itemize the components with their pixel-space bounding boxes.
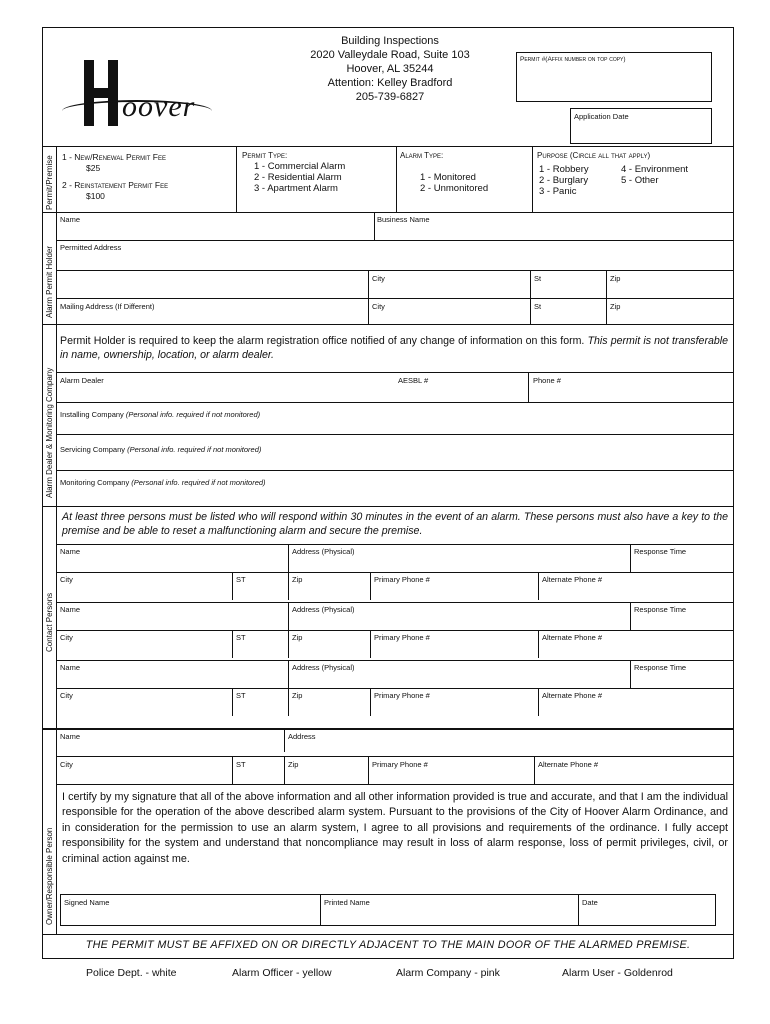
printed-name-label: Printed Name: [324, 898, 370, 907]
divider: [538, 630, 539, 658]
divider: [538, 688, 539, 716]
divider: [368, 756, 369, 784]
logo-crossbar: [84, 88, 118, 98]
contact-1-zip-label: Zip: [292, 575, 303, 584]
copy-distribution: [42, 967, 734, 981]
divider: [56, 572, 734, 573]
divider: [630, 544, 631, 572]
monitoring-company-note: (Personal info. required if not monitored): [131, 478, 266, 487]
divider: [288, 688, 289, 716]
servicing-company-note: (Personal info. required if not monitored): [127, 445, 262, 454]
divider: [56, 470, 734, 471]
divider: [56, 660, 734, 661]
monitoring-company-text: Monitoring Company: [60, 478, 130, 487]
contact-2-address-label: Address (Physical): [292, 605, 355, 614]
contact-2-response-label: Response Time: [634, 605, 687, 614]
signature-row: [60, 894, 716, 926]
monitoring-company-label: [60, 478, 266, 487]
holder-mailing-zip-label: Zip: [610, 302, 621, 311]
divider: [630, 602, 631, 630]
divider: [374, 212, 375, 240]
dealer-notice-text: Permit Holder is required to keep the alarm registration office notified of any change of information on this form.: [60, 335, 585, 347]
divider: [42, 506, 734, 507]
contact-2-alternate-label: Alternate Phone #: [542, 633, 603, 642]
side-col: [56, 146, 57, 736]
divider: [368, 270, 369, 324]
owner-primary-phone-label: Primary Phone #: [372, 760, 428, 769]
divider: [42, 934, 734, 935]
contact-2-city-label: City: [60, 633, 73, 642]
contact-1-alternate-label: Alternate Phone #: [542, 575, 603, 584]
side-label-dealer: Alarm Dealer & Monitoring Company: [45, 367, 54, 498]
contact-1-address-label: Address (Physical): [292, 547, 355, 556]
contact-1-city-label: City: [60, 575, 73, 584]
header-city: Hoover, AL 35244: [346, 63, 434, 75]
side-label-owner: Owner/Responsible Person: [45, 827, 54, 925]
contact-1-st-label: ST: [236, 575, 246, 584]
contact-2-zip-label: Zip: [292, 633, 303, 642]
header-block: [270, 34, 510, 104]
contact-3-st-label: ST: [236, 691, 246, 700]
copy-alarm-company: Alarm Company - pink: [396, 967, 500, 979]
divider: [532, 146, 533, 212]
side-col: [56, 728, 57, 934]
purpose-col1: [539, 164, 589, 197]
dealer-notice-italic: This permit is not transferable in name, ownership, location, or alarm dealer.: [60, 335, 728, 361]
purpose-label: Purpose (Circle all that apply): [537, 151, 651, 160]
purpose-3: 3 - Panic: [539, 186, 577, 197]
contact-3-city-label: City: [60, 691, 73, 700]
divider: [236, 146, 237, 212]
permit-type-block: [242, 150, 345, 194]
divider: [528, 372, 529, 402]
fee1: 1 - New/Renewal Permit Fee: [62, 152, 166, 162]
purpose-4: 4 - Environment: [621, 164, 689, 175]
alarm-type-2: 2 - Unmonitored: [420, 183, 489, 194]
servicing-company-text: Servicing Company: [60, 445, 126, 454]
divider: [232, 688, 233, 716]
fee2-amount: $100: [86, 191, 105, 201]
side-label-permit: Permit/Premise: [45, 155, 54, 210]
divider: [56, 602, 734, 603]
divider: [232, 756, 233, 784]
divider: [56, 544, 734, 545]
divider: [56, 240, 734, 241]
purpose-1: 1 - Robbery: [539, 164, 589, 175]
divider: [42, 324, 734, 325]
divider: [56, 434, 734, 435]
divider: [56, 630, 734, 631]
servicing-company-label: [60, 445, 261, 454]
divider: [56, 402, 734, 403]
certification-text: I certify by my signature that all of the above information and all other information provided is true and accurate, and that I am the individual responsible for the operation of the above described alarm system. Pursuant to the provisions of the City of Hoover Alarm Ordinance, and in consideration for the permission to use an alarm system, I agree to all provisions and requirements of the ordinance. I fully accept responsibility for the system and understand that noncompliance may result in loss of alarm response, loss of permit privileges, civil, or criminal action against me.: [62, 791, 728, 865]
divider: [370, 688, 371, 716]
divider: [56, 688, 734, 689]
signed-name-label: Signed Name: [64, 898, 110, 907]
copy-alarm-officer: Alarm Officer - yellow: [232, 967, 332, 979]
owner-st-label: ST: [236, 760, 246, 769]
header-phone: 205-739-6827: [355, 91, 425, 103]
dealer-notice: [60, 334, 728, 362]
divider: [56, 270, 734, 271]
logo-text: oover: [122, 90, 196, 123]
divider: [288, 630, 289, 658]
purpose-5: 5 - Other: [621, 175, 659, 186]
alarm-dealer-label: Alarm Dealer: [60, 376, 104, 385]
holder-name-label: Name: [60, 215, 81, 224]
fee1-amount: $25: [86, 163, 101, 173]
contact-3-response-label: Response Time: [634, 663, 687, 672]
purpose-block: [537, 150, 689, 197]
contact-1-primary-label: Primary Phone #: [374, 575, 430, 584]
holder-business-label: Business Name: [377, 215, 430, 224]
divider: [530, 270, 531, 324]
contact-3-alternate-label: Alternate Phone #: [542, 691, 603, 700]
fee-block: [62, 152, 168, 202]
divider: [630, 660, 631, 688]
header-attention: Attention: Kelley Bradford: [327, 77, 453, 89]
divider: [42, 212, 734, 213]
dealer-phone-label: Phone #: [533, 376, 561, 385]
alarm-type-label: Alarm Type:: [400, 151, 444, 160]
holder-zip-label: Zip: [610, 274, 621, 283]
contact-3-address-label: Address (Physical): [292, 663, 355, 672]
divider: [578, 894, 579, 926]
side-label-contacts: Contact Persons: [45, 592, 54, 652]
divider: [288, 544, 289, 572]
contact-1-name-label: Name: [60, 547, 81, 556]
holder-permitted-address-label: Permitted Address: [60, 243, 122, 252]
divider: [606, 270, 607, 324]
footer-notice: THE PERMIT MUST BE AFFIXED ON OR DIRECTLY ADJACENT TO THE MAIN DOOR OF THE ALARMED PREMISE.: [85, 939, 691, 951]
divider: [538, 572, 539, 600]
divider: [288, 572, 289, 600]
permit-type-1: 1 - Commercial Alarm: [254, 161, 346, 172]
divider: [396, 146, 397, 212]
owner-city-label: City: [60, 760, 73, 769]
holder-mailing-city-label: City: [372, 302, 385, 311]
permit-number-label: Permit #(Affix number on top copy): [520, 56, 626, 63]
holder-mailing-label: Mailing Address (If Different): [60, 302, 155, 311]
header-dept: Building Inspections: [341, 35, 439, 47]
divider: [56, 756, 734, 757]
fee2: 2 - Reinstatement Permit Fee: [62, 180, 169, 190]
divider: [56, 372, 734, 373]
contact-3-name-label: Name: [60, 663, 81, 672]
divider: [56, 784, 734, 785]
contact-3-primary-label: Primary Phone #: [374, 691, 430, 700]
installing-company-text: Installing Company: [60, 410, 124, 419]
divider: [320, 894, 321, 926]
hoover-logo: [62, 60, 222, 130]
contact-2-primary-label: Primary Phone #: [374, 633, 430, 642]
alarm-type-1: 1 - Monitored: [420, 172, 476, 183]
divider: [534, 756, 535, 784]
copy-alarm-user: Alarm User - Goldenrod: [562, 967, 673, 979]
contact-1-response-label: Response Time: [634, 547, 687, 556]
permit-type-2: 2 - Residential Alarm: [254, 172, 342, 183]
permit-type-label: Permit Type:: [242, 151, 288, 160]
divider: [42, 728, 734, 730]
divider: [284, 728, 285, 752]
divider: [284, 756, 285, 784]
divider: [288, 602, 289, 630]
divider: [370, 572, 371, 600]
contact-2-st-label: ST: [236, 633, 246, 642]
owner-name-label: Name: [60, 732, 81, 741]
holder-mailing-st-label: St: [534, 302, 542, 311]
divider: [42, 146, 734, 147]
aesbl-label: AESBL #: [398, 376, 429, 385]
divider: [370, 630, 371, 658]
holder-city-label: City: [372, 274, 385, 283]
copy-police: Police Dept. - white: [86, 967, 177, 979]
divider: [232, 630, 233, 658]
divider: [56, 298, 734, 299]
date-label: Date: [582, 898, 598, 907]
owner-zip-label: Zip: [288, 760, 299, 769]
installing-company-label: [60, 410, 260, 419]
alarm-type-block: [400, 150, 488, 194]
purpose-2: 2 - Burglary: [539, 175, 589, 186]
contacts-intro: At least three persons must be listed who will respond within 30 minutes in the event of an alarm. These persons must also have a key to the premise and be able to reset a malfunctioning alarm and secure the premise.: [62, 511, 728, 537]
contact-3-zip-label: Zip: [292, 691, 303, 700]
purpose-col2: [621, 164, 688, 186]
permit-type-3: 3 - Apartment Alarm: [254, 183, 338, 194]
side-label-holder: Alarm Permit Holder: [45, 245, 54, 318]
header-address: 2020 Valleydale Road, Suite 103: [310, 49, 470, 61]
owner-alternate-phone-label: Alternate Phone #: [538, 760, 599, 769]
owner-address-label: Address: [288, 732, 316, 741]
contact-2-name-label: Name: [60, 605, 81, 614]
application-date-label: Application Date: [574, 112, 629, 121]
divider: [232, 572, 233, 600]
divider: [288, 660, 289, 688]
holder-st-label: St: [534, 274, 542, 283]
installing-company-note: (Personal info. required if not monitored): [125, 410, 261, 419]
